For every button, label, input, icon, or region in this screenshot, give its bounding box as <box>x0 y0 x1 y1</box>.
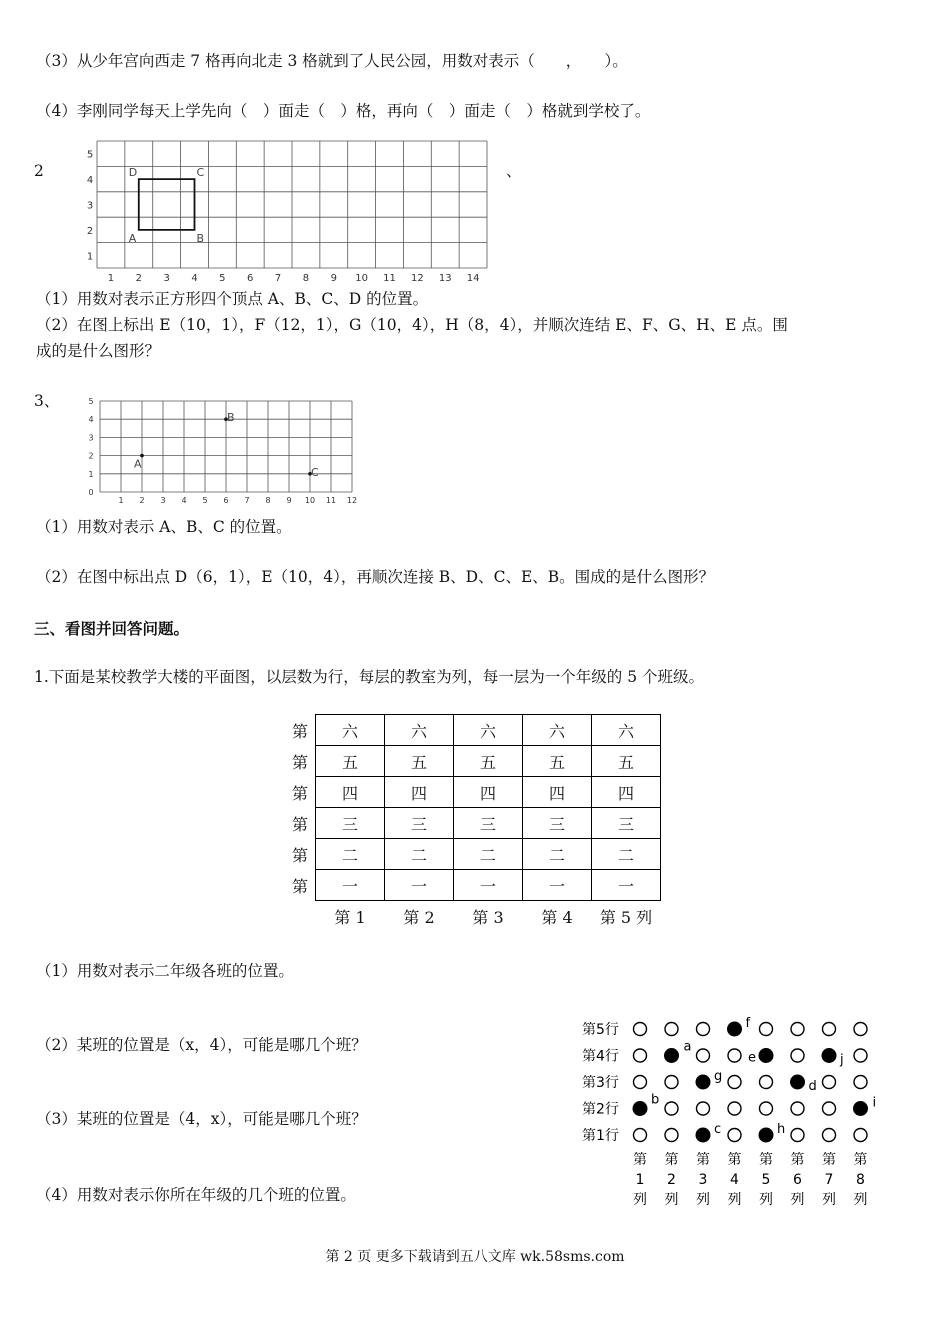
seat-empty <box>665 1102 678 1115</box>
seat-empty <box>823 1102 836 1115</box>
seat-empty <box>854 1076 867 1089</box>
y-tick-label: 1 <box>86 251 94 263</box>
seat-empty <box>697 1049 710 1062</box>
point-label: A <box>134 457 142 471</box>
x-tick-label: 12 <box>410 273 424 284</box>
classroom-cell: 四 <box>316 777 385 808</box>
seat-filled <box>633 1101 648 1116</box>
x-tick-label: 6 <box>223 496 229 505</box>
classroom-cell: 四 <box>523 777 592 808</box>
seat-empty <box>665 1129 678 1142</box>
point-label: B <box>227 411 235 425</box>
footer: 第 2 页 更多下载请到五八文库 wk.58sms.com <box>325 1249 625 1265</box>
seat-label: a <box>683 1039 692 1055</box>
seat-col-bottom: 列 <box>633 1192 647 1208</box>
classroom-cell: 五 <box>592 746 661 777</box>
seat-col-top: 第 <box>696 1152 710 1168</box>
seat-col-bottom: 列 <box>822 1192 836 1208</box>
seat-col-num: 7 <box>824 1172 834 1188</box>
seat-empty <box>791 1023 804 1036</box>
seat-row-label: 第5行 <box>582 1022 619 1038</box>
floor-row <box>285 808 661 839</box>
question-3: （3）某班的位置是（4，x），可能是哪几个班？ <box>36 1110 367 1128</box>
seat-col-num: 4 <box>730 1172 739 1188</box>
seat-filled <box>822 1048 837 1063</box>
seat-col-top: 第 <box>790 1152 805 1168</box>
question-2: （2）某班的位置是（x，4），可能是哪几个班？ <box>36 1036 367 1054</box>
classroom-cell: 四 <box>454 777 523 808</box>
q3-grid <box>82 394 367 512</box>
q2-number: 2 <box>34 162 44 180</box>
floor-row <box>285 870 661 901</box>
seat-col-num: 5 <box>761 1172 771 1188</box>
seat-empty <box>634 1076 647 1089</box>
seat-empty <box>728 1129 741 1142</box>
seat-empty <box>760 1102 773 1115</box>
floor-row <box>285 839 661 870</box>
seat-col-top: 第 <box>759 1152 773 1168</box>
point-label: D <box>128 166 138 180</box>
x-tick-label: 3 <box>163 273 170 284</box>
y-tick-label: 4 <box>86 175 94 187</box>
seat-col-num: 1 <box>635 1172 645 1188</box>
seat-label: f <box>745 1016 751 1031</box>
classroom-cell: 一 <box>454 870 523 901</box>
x-tick-label: 4 <box>181 496 187 505</box>
point-label: B <box>196 231 205 245</box>
floor-row <box>285 746 661 777</box>
q2-grid <box>80 138 500 288</box>
classroom-cell: 三 <box>385 808 454 839</box>
seat-empty <box>728 1076 741 1089</box>
seat-col-num: 8 <box>856 1172 865 1188</box>
seat-empty <box>854 1023 867 1036</box>
floor-row-label: 第 <box>291 721 308 741</box>
y-tick-label: 5 <box>88 397 94 406</box>
x-tick-label: 1 <box>118 496 124 505</box>
seat-empty <box>791 1102 804 1115</box>
q2-trailing-mark: 、 <box>506 162 522 180</box>
seat-empty <box>634 1129 647 1142</box>
seat-col-bottom: 列 <box>664 1192 679 1208</box>
section-heading: 三、看图并回答问题。 <box>34 620 190 638</box>
seat-label: e <box>748 1050 756 1066</box>
x-tick-label: 8 <box>302 273 310 284</box>
seat-col-num: 6 <box>793 1172 802 1188</box>
x-tick-label: 11 <box>383 273 396 284</box>
floor-row-label: 第 <box>291 876 308 896</box>
x-tick-label: 2 <box>139 496 145 505</box>
seat-label: h <box>777 1122 786 1137</box>
classroom-cell: 六 <box>316 715 385 746</box>
seat-col-top: 第 <box>727 1152 742 1168</box>
y-tick-label: 3 <box>88 433 94 443</box>
seat-col-bottom: 列 <box>759 1192 773 1208</box>
column-label: 第 4 <box>541 907 573 927</box>
x-tick-label: 5 <box>202 496 208 505</box>
y-tick-label: 2 <box>88 451 94 461</box>
q2-sub2-cont: 成的是什么图形？ <box>36 342 161 360</box>
seat-empty <box>760 1023 773 1036</box>
seat-empty <box>791 1049 804 1062</box>
classroom-cell: 三 <box>454 808 523 839</box>
seat-label: g <box>714 1069 723 1084</box>
section-intro: 1.下面是某校教学大楼的平面图，以层数为行，每层的教室为列，每一层为一个年级的 5 个班级。 <box>34 668 705 686</box>
classroom-cell: 五 <box>385 746 454 777</box>
seat-empty <box>823 1076 836 1089</box>
seat-label: i <box>872 1095 877 1111</box>
seat-col-top: 第 <box>664 1152 679 1168</box>
floor-row-label: 第 <box>291 752 308 772</box>
x-tick-label: 9 <box>286 496 292 505</box>
y-tick-label: 5 <box>86 149 94 161</box>
x-tick-label: 2 <box>135 273 142 284</box>
column-label: 第 5 列 <box>599 907 653 927</box>
point-label: C <box>311 465 319 479</box>
seat-empty <box>728 1049 741 1062</box>
x-tick-label: 12 <box>346 496 358 505</box>
question-4: （4）用数对表示你所在年级的几个班的位置。 <box>36 1186 356 1204</box>
classroom-cell: 五 <box>454 746 523 777</box>
seat-empty <box>634 1049 647 1062</box>
q1-part3: （3）从少年宫向西走 7 格再向北走 3 格就到了人民公园，用数对表示（ ， ）。 <box>36 52 628 70</box>
classroom-cell: 三 <box>316 808 385 839</box>
q1-part4: （4）李刚同学每天上学先向（ ）面走（ ）格，再向（ ）面走（ ）格就到学校了。 <box>36 102 651 120</box>
classroom-cell: 四 <box>385 777 454 808</box>
x-tick-label: 10 <box>304 496 316 505</box>
classroom-cell: 六 <box>385 715 454 746</box>
y-tick-label: 0 <box>88 488 94 497</box>
seat-col-top: 第 <box>822 1152 836 1168</box>
seat-filled <box>696 1128 711 1143</box>
floor-row-label: 第 <box>291 814 308 834</box>
classroom-cell: 五 <box>523 746 592 777</box>
x-tick-label: 9 <box>330 273 337 284</box>
question-1: （1）用数对表示二年级各班的位置。 <box>36 962 294 980</box>
x-tick-label: 6 <box>247 273 254 284</box>
seat-row-label: 第2行 <box>582 1101 619 1118</box>
x-tick-label: 7 <box>274 273 282 284</box>
seat-empty <box>854 1049 867 1062</box>
seat-filled <box>759 1048 774 1063</box>
seat-label: c <box>714 1122 722 1137</box>
x-tick-label: 13 <box>438 273 452 284</box>
seat-col-num: 3 <box>698 1172 708 1188</box>
column-label: 第 2 <box>403 907 435 927</box>
seat-col-top: 第 <box>853 1152 868 1168</box>
building-floor-plan <box>285 714 661 931</box>
seat-empty <box>665 1023 678 1036</box>
seat-filled <box>853 1101 868 1116</box>
classroom-cell: 五 <box>316 746 385 777</box>
classroom-cell: 六 <box>454 715 523 746</box>
seat-filled <box>727 1022 742 1037</box>
classroom-cell: 六 <box>523 715 592 746</box>
seat-empty <box>665 1076 678 1089</box>
seat-empty <box>697 1023 710 1036</box>
y-tick-label: 2 <box>86 225 94 237</box>
seat-empty <box>791 1129 804 1142</box>
point-label: C <box>196 166 205 180</box>
q3-number: 3、 <box>34 392 60 410</box>
seat-col-num: 2 <box>667 1172 676 1188</box>
seat-col-bottom: 列 <box>696 1192 710 1208</box>
floor-row-label: 第 <box>291 783 308 803</box>
column-label: 第 1 <box>334 907 366 927</box>
classroom-cell: 三 <box>592 808 661 839</box>
q2-sub2: （2）在图上标出 E（10，1），F（12，1），G（10，4），H（8，4），并顺次连结 E、F、G、H、E 点。围 <box>36 316 788 334</box>
classroom-cell: 三 <box>523 808 592 839</box>
x-tick-label: 10 <box>355 273 369 284</box>
x-tick-label: 4 <box>191 273 198 284</box>
classroom-cell: 六 <box>592 715 661 746</box>
classroom-cell: 二 <box>523 839 592 870</box>
seat-row-label: 第4行 <box>582 1048 619 1065</box>
classroom-cell: 四 <box>592 777 661 808</box>
x-tick-label: 7 <box>244 496 250 505</box>
seat-empty <box>697 1102 710 1115</box>
classroom-cell: 一 <box>523 870 592 901</box>
classroom-cell: 一 <box>385 870 454 901</box>
seat-filled <box>759 1128 774 1143</box>
classroom-cell: 二 <box>454 839 523 870</box>
q3-sub2: （2）在图中标出点 D（6，1），E（10，4），再顺次连接 B、D、C、E、B。围成的是什么图形？ <box>36 568 715 586</box>
seat-empty <box>728 1102 741 1115</box>
x-tick-label: 14 <box>466 273 480 284</box>
column-label: 第 3 <box>472 907 504 927</box>
x-tick-label: 5 <box>219 273 226 284</box>
classroom-cell: 一 <box>592 870 661 901</box>
seat-empty <box>854 1129 867 1142</box>
seat-row-label: 第3行 <box>582 1075 619 1091</box>
seat-label: j <box>840 1052 844 1068</box>
classroom-cell: 二 <box>385 839 454 870</box>
seat-empty <box>760 1076 773 1089</box>
floor-row <box>285 777 661 808</box>
seat-label: d <box>808 1079 817 1094</box>
y-tick-label: 3 <box>86 200 94 212</box>
seat-col-top: 第 <box>633 1152 647 1168</box>
q2-sub1: （1）用数对表示正方形四个顶点 A、B、C、D 的位置。 <box>36 290 429 308</box>
floor-row <box>285 715 661 746</box>
seat-empty <box>823 1129 836 1142</box>
seat-filled <box>790 1075 805 1090</box>
seat-col-bottom: 列 <box>790 1192 805 1208</box>
square-abcd <box>139 179 195 230</box>
classroom-cell: 二 <box>592 839 661 870</box>
seat-chart <box>578 1012 898 1212</box>
x-tick-label: 1 <box>107 273 115 284</box>
x-tick-label: 11 <box>325 496 337 505</box>
seat-filled <box>696 1075 711 1090</box>
seat-empty <box>823 1023 836 1036</box>
seat-empty <box>634 1023 647 1036</box>
seat-label: b <box>651 1092 660 1108</box>
classroom-cell: 一 <box>316 870 385 901</box>
x-tick-label: 3 <box>160 496 166 505</box>
seat-col-bottom: 列 <box>853 1192 868 1208</box>
seat-col-bottom: 列 <box>727 1192 742 1208</box>
q3-sub1: （1）用数对表示 A、B、C 的位置。 <box>36 518 292 536</box>
floor-row-label: 第 <box>291 845 308 865</box>
seat-row-label: 第1行 <box>582 1128 619 1144</box>
point-label: A <box>128 231 137 245</box>
y-tick-label: 4 <box>88 415 94 425</box>
classroom-cell: 二 <box>316 839 385 870</box>
x-tick-label: 8 <box>265 496 271 505</box>
y-tick-label: 1 <box>88 469 94 479</box>
seat-filled <box>664 1048 679 1063</box>
